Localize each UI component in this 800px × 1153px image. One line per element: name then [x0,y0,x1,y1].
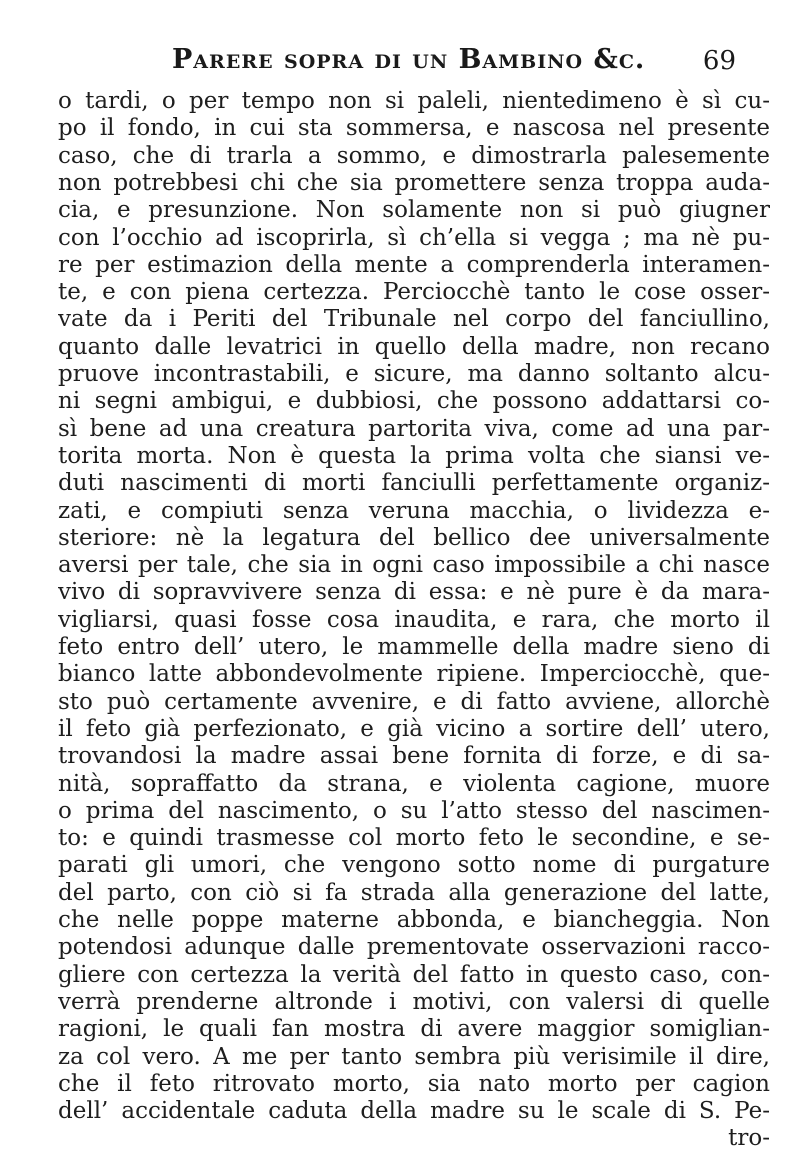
text-line: trovandosi la madre assai bene fornita di forze, e di sa- [58,743,770,770]
text-line: tro- [728,1125,770,1152]
text-line: gliere con certezza la verità del fatto in questo caso, con- [58,961,770,988]
running-title: Parere sopra di un Bambino &c. [172,44,646,75]
text-line: nità, sopraffatto da strana, e violenta cagione, muore [58,770,770,797]
text-line: sì bene ad una creatura partorita viva, come ad una par- [58,415,770,442]
text-line: aversi per tale, che sia in ogni caso impossibile a chi nasce [58,552,770,579]
text-line: il feto già perfezionato, e già vicino a sortire dell’ utero, [58,715,770,742]
text-line: te, e con piena certezza. Perciocchè tanto le cose osser- [58,279,770,306]
text-line: o prima del nascimento, o su l’atto stesso del nascimen- [58,797,770,824]
text-line: re per estimazion della mente a comprenderla interamen- [58,251,770,278]
text-line: del parto, con ciò si fa strada alla generazione del latte, [58,879,770,906]
text-line: caso, che di trarla a sommo, e dimostrarla palesemente [58,142,770,169]
text-line: bianco latte abbondevolmente ripiene. Imperciocchè, que- [58,661,770,688]
text-line: po il fondo, in cui sta sommersa, e nascosa nel presente [58,115,770,142]
text-line: parati gli umori, che vengono sotto nome di purgature [58,852,770,879]
text-line: che nelle poppe materne abbonda, e biancheggia. Non [58,907,770,933]
text-line: vate da i Periti del Tribunale nel corpo del fanciullino, [58,306,770,333]
text-line: to: e quindi trasmesse col morto feto le secondine, e se- [58,825,770,852]
text-line: torita morta. Non è questa la prima volta che siansi ve- [58,442,770,469]
text-line: za col vero. A me per tanto sembra più verisimile il dire, [58,1043,770,1070]
text-line: vigliarsi, quasi fosse cosa inaudita, e rara, che morto il [58,606,770,633]
text-line: potendosi adunque dalle prementovate osservazioni racco- [58,934,770,961]
text-line: steriore: nè la legatura del bellico dee universalmente [58,524,770,551]
text-body [58,86,770,1152]
text-line: vivo di sopravvivere senza di essa: e nè pure è da mara- [58,579,770,606]
page-header [62,44,762,88]
text-line: sto può certamente avvenire, e di fatto avviene, allorchè [58,688,770,715]
text-line: non potrebbesi chi che sia promettere senza troppa auda- [58,169,770,196]
text-line: con l’occhio ad iscoprirla, sì ch’ella si vegga ; ma nè pu- [58,224,770,251]
text-line: quanto dalle levatrici in quello della madre, non recano [58,333,770,360]
text-line: cia, e presunzione. Non solamente non si può giugner [58,197,770,224]
text-line: dell’ accidentale caduta della madre su le scale di S. Pe- [58,1098,770,1125]
text-line: duti nascimenti di morti fanciulli perfettamente organiz- [58,470,770,497]
text-line: ni segni ambigui, e dubbiosi, che possono addattarsi co- [58,388,770,415]
text-line: feto entro dell’ utero, le mammelle della madre sieno di [58,634,770,660]
text-line: pruove incontrastabili, e sicure, ma danno soltanto alcu- [58,361,770,387]
text-line: zati, e compiuti senza veruna macchia, o lividezza e- [58,497,770,524]
text-line: che il feto ritrovato morto, sia nato morto per cagion [58,1070,770,1097]
text-line: verrà prenderne altronde i motivi, con valersi di quelle [58,988,770,1015]
text-line: o tardi, o per tempo non si paleli, nientedimeno è sì cu- [58,88,770,114]
page-number: 69 [702,46,736,76]
text-line: ragioni, le quali fan mostra di avere maggior somiglian- [58,1016,770,1043]
